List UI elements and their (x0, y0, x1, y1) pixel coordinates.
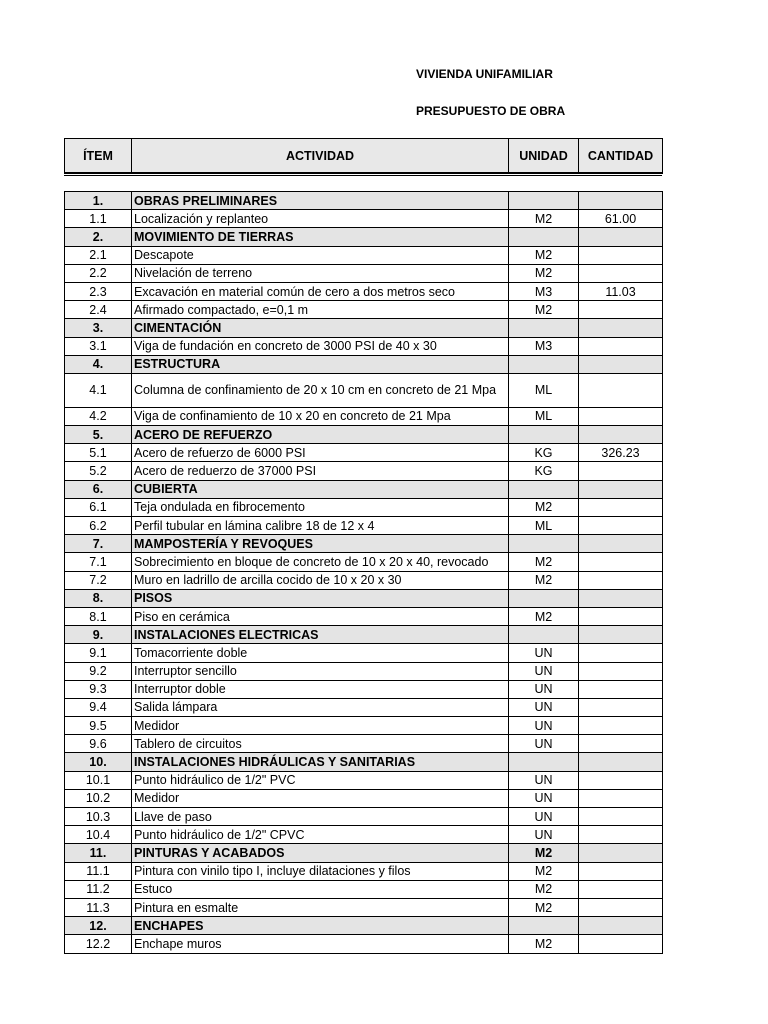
activity-cell: Salida lámpara (132, 698, 509, 716)
unit-cell (509, 917, 579, 935)
quantity-cell (579, 607, 663, 625)
activity-cell: PINTURAS Y ACABADOS (132, 844, 509, 862)
table-spacer (64, 175, 662, 192)
unit-cell (509, 426, 579, 444)
table-row (65, 698, 663, 716)
unit-cell: KG (509, 444, 579, 462)
item-cell: 11.1 (65, 862, 132, 880)
section-row (65, 319, 663, 337)
activity-cell: Columna de confinamiento de 20 x 10 cm en concreto de 21 Mpa (132, 373, 509, 407)
table-row (65, 735, 663, 753)
column-header-item: ÍTEM (65, 139, 132, 174)
quantity-cell (579, 553, 663, 571)
quantity-cell (579, 517, 663, 535)
table-row (65, 771, 663, 789)
quantity-cell (579, 698, 663, 716)
section-row (65, 753, 663, 771)
table-row (65, 210, 663, 228)
activity-cell: Excavación en material común de cero a dos metros seco (132, 282, 509, 300)
table-row (65, 571, 663, 589)
item-cell: 9.5 (65, 717, 132, 735)
unit-cell: UN (509, 662, 579, 680)
quantity-cell (579, 535, 663, 553)
item-cell: 6. (65, 480, 132, 498)
item-cell: 4.1 (65, 373, 132, 407)
table-row (65, 444, 663, 462)
unit-cell: ML (509, 517, 579, 535)
item-cell: 9.1 (65, 644, 132, 662)
activity-cell: Tablero de circuitos (132, 735, 509, 753)
activity-cell: ESTRUCTURA (132, 355, 509, 373)
quantity-cell (579, 355, 663, 373)
activity-cell: CUBIERTA (132, 480, 509, 498)
table-row (65, 644, 663, 662)
quantity-cell: 61.00 (579, 210, 663, 228)
activity-cell: Muro en ladrillo de arcilla cocido de 10 x 20 x 30 (132, 571, 509, 589)
item-cell: 9.6 (65, 735, 132, 753)
unit-cell: M3 (509, 282, 579, 300)
table-row (65, 826, 663, 844)
table-row (65, 680, 663, 698)
quantity-cell (579, 935, 663, 953)
activity-cell: OBRAS PRELIMINARES (132, 192, 509, 210)
quantity-cell (579, 717, 663, 735)
item-cell: 9.3 (65, 680, 132, 698)
column-header-quantity: CANTIDAD (579, 139, 663, 174)
item-cell: 9.4 (65, 698, 132, 716)
activity-cell: Viga de fundación en concreto de 3000 PSI de 40 x 30 (132, 337, 509, 355)
item-cell: 7.1 (65, 553, 132, 571)
quantity-cell (579, 264, 663, 282)
quantity-cell (579, 662, 663, 680)
unit-cell: ML (509, 407, 579, 425)
section-row (65, 480, 663, 498)
quantity-cell (579, 680, 663, 698)
activity-cell: Pintura con vinilo tipo I, incluye dilataciones y filos (132, 862, 509, 880)
quantity-cell (579, 373, 663, 407)
unit-cell: UN (509, 735, 579, 753)
unit-cell: M2 (509, 898, 579, 916)
table-row (65, 498, 663, 516)
table-row (65, 880, 663, 898)
item-cell: 5.1 (65, 444, 132, 462)
quantity-cell: 326.23 (579, 444, 663, 462)
activity-cell: Interruptor doble (132, 680, 509, 698)
table-row (65, 462, 663, 480)
unit-cell (509, 480, 579, 498)
quantity-cell (579, 192, 663, 210)
item-cell: 9.2 (65, 662, 132, 680)
activity-cell: Perfil tubular en lámina calibre 18 de 12 x 4 (132, 517, 509, 535)
activity-cell: Nivelación de terreno (132, 264, 509, 282)
unit-cell (509, 589, 579, 607)
item-cell: 10.1 (65, 771, 132, 789)
activity-cell: Localización y replanteo (132, 210, 509, 228)
item-cell: 7. (65, 535, 132, 553)
activity-cell: Pintura en esmalte (132, 898, 509, 916)
table-row (65, 517, 663, 535)
section-row (65, 917, 663, 935)
unit-cell: M2 (509, 880, 579, 898)
unit-cell (509, 753, 579, 771)
unit-cell (509, 192, 579, 210)
item-cell: 5.2 (65, 462, 132, 480)
activity-cell: Punto hidráulico de 1/2" PVC (132, 771, 509, 789)
unit-cell: M2 (509, 210, 579, 228)
section-row (65, 426, 663, 444)
quantity-cell (579, 480, 663, 498)
activity-cell: INSTALACIONES HIDRÁULICAS Y SANITARIAS (132, 753, 509, 771)
activity-cell: ACERO DE REFUERZO (132, 426, 509, 444)
section-row (65, 355, 663, 373)
activity-cell: Descapote (132, 246, 509, 264)
table-row (65, 246, 663, 264)
quantity-cell (579, 462, 663, 480)
item-cell: 5. (65, 426, 132, 444)
section-row (65, 626, 663, 644)
budget-table-body (65, 192, 663, 954)
document-title: VIVIENDA UNIFAMILIAR (416, 67, 553, 81)
item-cell: 8. (65, 589, 132, 607)
quantity-cell (579, 826, 663, 844)
activity-cell: Acero de refuerzo de 6000 PSI (132, 444, 509, 462)
unit-cell: M2 (509, 862, 579, 880)
unit-cell: KG (509, 462, 579, 480)
activity-cell: ENCHAPES (132, 917, 509, 935)
item-cell: 10.4 (65, 826, 132, 844)
quantity-cell (579, 753, 663, 771)
item-cell: 3. (65, 319, 132, 337)
table-row (65, 607, 663, 625)
activity-cell: Interruptor sencillo (132, 662, 509, 680)
unit-cell: M2 (509, 301, 579, 319)
activity-cell: MOVIMIENTO DE TIERRAS (132, 228, 509, 246)
item-cell: 11.3 (65, 898, 132, 916)
quantity-cell (579, 301, 663, 319)
quantity-cell (579, 644, 663, 662)
unit-cell: UN (509, 771, 579, 789)
item-cell: 3.1 (65, 337, 132, 355)
item-cell: 2.2 (65, 264, 132, 282)
unit-cell: M2 (509, 607, 579, 625)
unit-cell (509, 319, 579, 337)
budget-table (64, 191, 663, 954)
unit-cell (509, 626, 579, 644)
activity-cell: Acero de reduerzo de 37000 PSI (132, 462, 509, 480)
column-header-activity: ACTIVIDAD (132, 139, 509, 174)
item-cell: 1.1 (65, 210, 132, 228)
unit-cell: M2 (509, 264, 579, 282)
header-row (65, 139, 663, 174)
unit-cell: UN (509, 789, 579, 807)
activity-cell: Punto hidráulico de 1/2" CPVC (132, 826, 509, 844)
activity-cell: Llave de paso (132, 808, 509, 826)
quantity-cell: 11.03 (579, 282, 663, 300)
quantity-cell (579, 319, 663, 337)
quantity-cell (579, 880, 663, 898)
quantity-cell (579, 589, 663, 607)
activity-cell: Tomacorriente doble (132, 644, 509, 662)
activity-cell: MAMPOSTERÍA Y REVOQUES (132, 535, 509, 553)
item-cell: 9. (65, 626, 132, 644)
unit-cell: M2 (509, 844, 579, 862)
unit-cell: ML (509, 373, 579, 407)
item-cell: 11. (65, 844, 132, 862)
quantity-cell (579, 771, 663, 789)
section-row (65, 228, 663, 246)
item-cell: 7.2 (65, 571, 132, 589)
unit-cell: M2 (509, 935, 579, 953)
document-subtitle: PRESUPUESTO DE OBRA (416, 104, 566, 118)
activity-cell: INSTALACIONES ELECTRICAS (132, 626, 509, 644)
quantity-cell (579, 571, 663, 589)
item-cell: 6.2 (65, 517, 132, 535)
quantity-cell (579, 917, 663, 935)
activity-cell: Teja ondulada en fibrocemento (132, 498, 509, 516)
table-row (65, 282, 663, 300)
table-row (65, 789, 663, 807)
section-row (65, 589, 663, 607)
unit-cell (509, 228, 579, 246)
item-cell: 4.2 (65, 407, 132, 425)
activity-cell: Viga de confinamiento de 10 x 20 en concreto de 21 Mpa (132, 407, 509, 425)
table-row (65, 553, 663, 571)
table-row (65, 264, 663, 282)
unit-cell: UN (509, 680, 579, 698)
table-row (65, 935, 663, 953)
table-row (65, 808, 663, 826)
activity-cell: Afirmado compactado, e=0,1 m (132, 301, 509, 319)
unit-cell: M2 (509, 246, 579, 264)
item-cell: 12. (65, 917, 132, 935)
item-cell: 1. (65, 192, 132, 210)
quantity-cell (579, 498, 663, 516)
quantity-cell (579, 626, 663, 644)
unit-cell: UN (509, 808, 579, 826)
item-cell: 10.2 (65, 789, 132, 807)
activity-cell: Estuco (132, 880, 509, 898)
column-header-unit: UNIDAD (509, 139, 579, 174)
budget-table-header (64, 138, 663, 174)
item-cell: 2. (65, 228, 132, 246)
activity-cell: Medidor (132, 717, 509, 735)
activity-cell: CIMENTACIÓN (132, 319, 509, 337)
activity-cell: PISOS (132, 589, 509, 607)
unit-cell: UN (509, 717, 579, 735)
item-cell: 4. (65, 355, 132, 373)
unit-cell: M2 (509, 498, 579, 516)
quantity-cell (579, 337, 663, 355)
table-row (65, 301, 663, 319)
unit-cell: UN (509, 644, 579, 662)
section-row (65, 192, 663, 210)
quantity-cell (579, 808, 663, 826)
quantity-cell (579, 426, 663, 444)
unit-cell: M2 (509, 571, 579, 589)
table-row (65, 717, 663, 735)
section-row (65, 844, 663, 862)
item-cell: 6.1 (65, 498, 132, 516)
unit-cell: M2 (509, 553, 579, 571)
activity-cell: Enchape muros (132, 935, 509, 953)
unit-cell: M3 (509, 337, 579, 355)
item-cell: 10. (65, 753, 132, 771)
item-cell: 2.4 (65, 301, 132, 319)
unit-cell: UN (509, 826, 579, 844)
activity-cell: Medidor (132, 789, 509, 807)
item-cell: 8.1 (65, 607, 132, 625)
activity-cell: Sobrecimiento en bloque de concreto de 10 x 20 x 40, revocado (132, 553, 509, 571)
quantity-cell (579, 862, 663, 880)
unit-cell (509, 355, 579, 373)
table-row (65, 898, 663, 916)
item-cell: 11.2 (65, 880, 132, 898)
table-row (65, 662, 663, 680)
quantity-cell (579, 246, 663, 264)
item-cell: 10.3 (65, 808, 132, 826)
table-row (65, 373, 663, 407)
section-row (65, 535, 663, 553)
activity-cell: Piso en cerámica (132, 607, 509, 625)
item-cell: 2.1 (65, 246, 132, 264)
item-cell: 2.3 (65, 282, 132, 300)
quantity-cell (579, 407, 663, 425)
item-cell: 12.2 (65, 935, 132, 953)
quantity-cell (579, 228, 663, 246)
quantity-cell (579, 789, 663, 807)
unit-cell (509, 535, 579, 553)
quantity-cell (579, 735, 663, 753)
table-row (65, 337, 663, 355)
table-row (65, 862, 663, 880)
quantity-cell (579, 898, 663, 916)
table-row (65, 407, 663, 425)
unit-cell: UN (509, 698, 579, 716)
quantity-cell (579, 844, 663, 862)
